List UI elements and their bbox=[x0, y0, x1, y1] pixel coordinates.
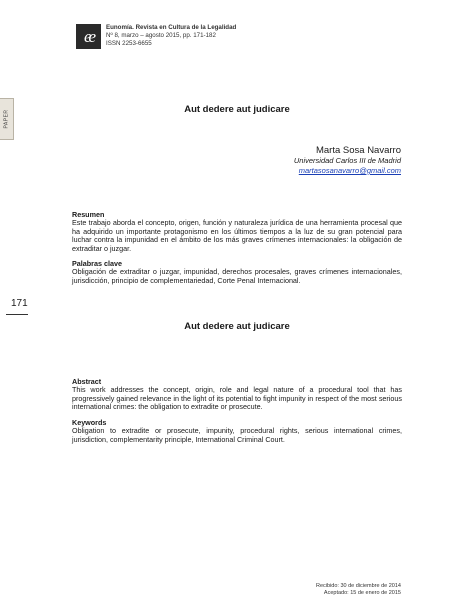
author-block bbox=[294, 146, 401, 176]
keywords-section bbox=[72, 418, 402, 444]
received-date: Recibido: 30 de diciembre de 2014 bbox=[315, 583, 401, 589]
author-name: Marta Sosa Navarro bbox=[315, 145, 401, 156]
palabras-section bbox=[72, 259, 402, 285]
page-number-rule bbox=[6, 314, 28, 315]
side-tab-label: PAPER bbox=[3, 109, 10, 129]
journal-logo: ee bbox=[76, 24, 101, 49]
palabras-heading: Palabras clave bbox=[72, 259, 122, 268]
journal-name: Eunomía. Revista en Cultura de la Legalidad bbox=[106, 24, 237, 31]
page-title: Aut dedere aut judicare bbox=[184, 104, 290, 115]
abstract-heading: Abstract bbox=[72, 377, 102, 386]
abstract-text: This work addresses the concept, origin, role and legal nature of a procedural tool that has progressively gained relevance in the light of its potential to fight impunity in respect of the most serious international crimes: the obligation to extradite or prosecute. bbox=[72, 385, 402, 412]
submission-dates bbox=[316, 583, 401, 597]
abstract-section bbox=[72, 377, 402, 412]
journal-header bbox=[106, 24, 236, 48]
author-affiliation: Universidad Carlos III de Madrid bbox=[293, 156, 401, 165]
accepted-date: Aceptado: 15 de enero de 2015 bbox=[323, 590, 401, 596]
english-title: Aut dedere aut judicare bbox=[184, 321, 290, 332]
journal-issn: ISSN 2253-6655 bbox=[106, 40, 152, 47]
author-email-link[interactable]: martasosanavarro@gmail.com bbox=[298, 166, 401, 175]
keywords-heading: Keywords bbox=[72, 418, 107, 427]
resumen-section bbox=[72, 210, 402, 253]
journal-issue: Nº 8, marzo – agosto 2015, pp. 171-182 bbox=[106, 32, 216, 39]
resumen-text: Este trabajo aborda el concepto, origen, función y naturaleza jurídica de una herramienta procesal que ha adquirido un importante protagonismo en los últimos tiempos a la luz de su gran potencial para luchar contra la impunidad en el ámbito de los más graves crímenes internacionales: la obligación de extraditar o juzgar. bbox=[72, 218, 402, 253]
page-number: 171 bbox=[11, 298, 28, 309]
keywords-text: Obligation to extradite or prosecute, impunity, procedural rights, serious international crimes, jurisdiction, complementarity principle, International Criminal Court. bbox=[72, 426, 402, 444]
palabras-text: Obligación de extraditar o juzgar, impunidad, derechos procesales, graves crímenes internacionales, jurisdicción, principio de complementariedad, Corte Penal Internacional. bbox=[72, 267, 402, 285]
resumen-heading: Resumen bbox=[72, 210, 105, 219]
